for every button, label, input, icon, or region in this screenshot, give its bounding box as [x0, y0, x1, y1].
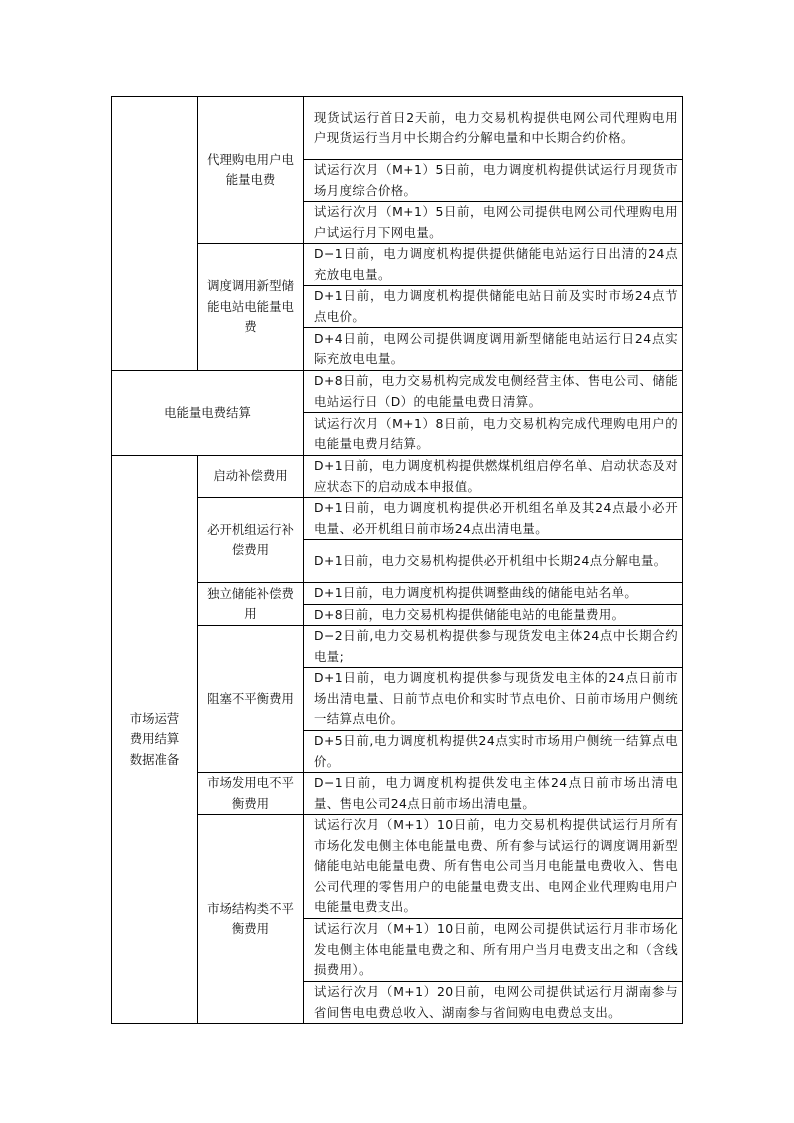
subcategory-cell: 启动补偿费用	[198, 456, 304, 498]
category-cell: 市场运营费用结算数据准备	[112, 456, 198, 1024]
subcategory-cell: 必开机组运行补偿费用	[198, 498, 304, 583]
subcategory-cell: 市场结构类不平衡费用	[198, 815, 304, 1024]
requirement-cell: D−2日前,电力交易机构提供参与现货发电主体24点中长期合约电量;	[304, 626, 683, 668]
requirement-cell: 试运行次月（M+1）8日前，电力交易机构完成代理购电用户的电能量电费月结算。	[304, 413, 683, 456]
requirement-cell: 试运行次月（M+1）10日前，电网公司提供试运行月非市场化发电侧主体电能量电费之和、所有用户当月电费支出之和（含线损费用）。	[304, 919, 683, 982]
subcategory-cell: 市场发用电不平衡费用	[198, 773, 304, 815]
settlement-schedule-table	[111, 96, 683, 1024]
requirement-cell: 现货试运行首日2天前，电力交易机构提供电网公司代理购电用户现货运行当月中长期合约分解电量和中长期合约价格。	[304, 97, 683, 160]
requirement-cell: D+1日前，电力调度机构提供燃煤机组启停名单、启动状态及对应状态下的启动成本申报值。	[304, 456, 683, 498]
requirement-cell: D+1日前，电力调度机构提供调整曲线的储能电站名单。	[304, 583, 683, 605]
requirement-cell: D−1日前，电力调度机构提供发电主体24点日前市场出清电量、售电公司24点日前市场出清电量。	[304, 773, 683, 815]
requirement-cell: 试运行次月（M+1）5日前，电力调度机构提供试运行月现货市场月度综合价格。	[304, 160, 683, 202]
requirement-cell: D+1日前，电力调度机构提供必开机组名单及其24点最小必开电量、必开机组日前市场24点出清电量。	[304, 498, 683, 540]
subcategory-cell: 代理购电用户电能量电费	[198, 97, 304, 244]
subcategory-cell: 调度调用新型储能电站电能量电费	[198, 244, 304, 371]
requirement-cell: D+1日前，电力调度机构提供储能电站日前及实时市场24点节点电价。	[304, 286, 683, 328]
merged-category-cell: 电能量电费结算	[112, 371, 304, 456]
requirement-cell: D+1日前，电力调度机构提供参与现货发电主体的24点日前市场出清电量、日前节点电价和实时节点电价、日前市场用户侧统一结算点电价。	[304, 668, 683, 731]
subcategory-cell: 独立储能补偿费用	[198, 583, 304, 626]
category-cell-empty	[112, 97, 198, 371]
subcategory-cell: 阻塞不平衡费用	[198, 626, 304, 773]
requirement-cell: D+1日前，电力交易机构提供必开机组中长期24点分解电量。	[304, 540, 683, 583]
requirement-cell: 试运行次月（M+1）10日前，电力交易机构提供试运行月所有市场化发电侧主体电能量电费、所有参与试运行的调度调用新型储能电站电能量电费、所有售电公司当月电能量电费收入、售电公司代理的零售用户的电能量电费支出、电网企业代理购电用户电能量电费支出。	[304, 815, 683, 919]
requirement-cell: D+5日前,电力调度机构提供24点实时市场用户侧统一结算点电价。	[304, 731, 683, 773]
requirement-cell: 试运行次月（M+1）5日前，电网公司提供电网公司代理购电用户试运行月下网电量。	[304, 202, 683, 244]
requirement-cell: 试运行次月（M+1）20日前，电网公司提供试运行月湖南参与省间售电电费总收入、湖南参与省间购电电费总支出。	[304, 982, 683, 1024]
requirement-cell: D+8日前，电力交易机构提供储能电站的电能量费用。	[304, 604, 683, 626]
requirement-cell: D−1日前，电力调度机构提供提供储能电站运行日出清的24点充放电电量。	[304, 244, 683, 286]
requirement-cell: D+8日前，电力交易机构完成发电侧经营主体、售电公司、储能电站运行日（D）的电能量电费日清算。	[304, 371, 683, 413]
requirement-cell: D+4日前，电网公司提供调度调用新型储能电站运行日24点实际充放电电量。	[304, 328, 683, 371]
